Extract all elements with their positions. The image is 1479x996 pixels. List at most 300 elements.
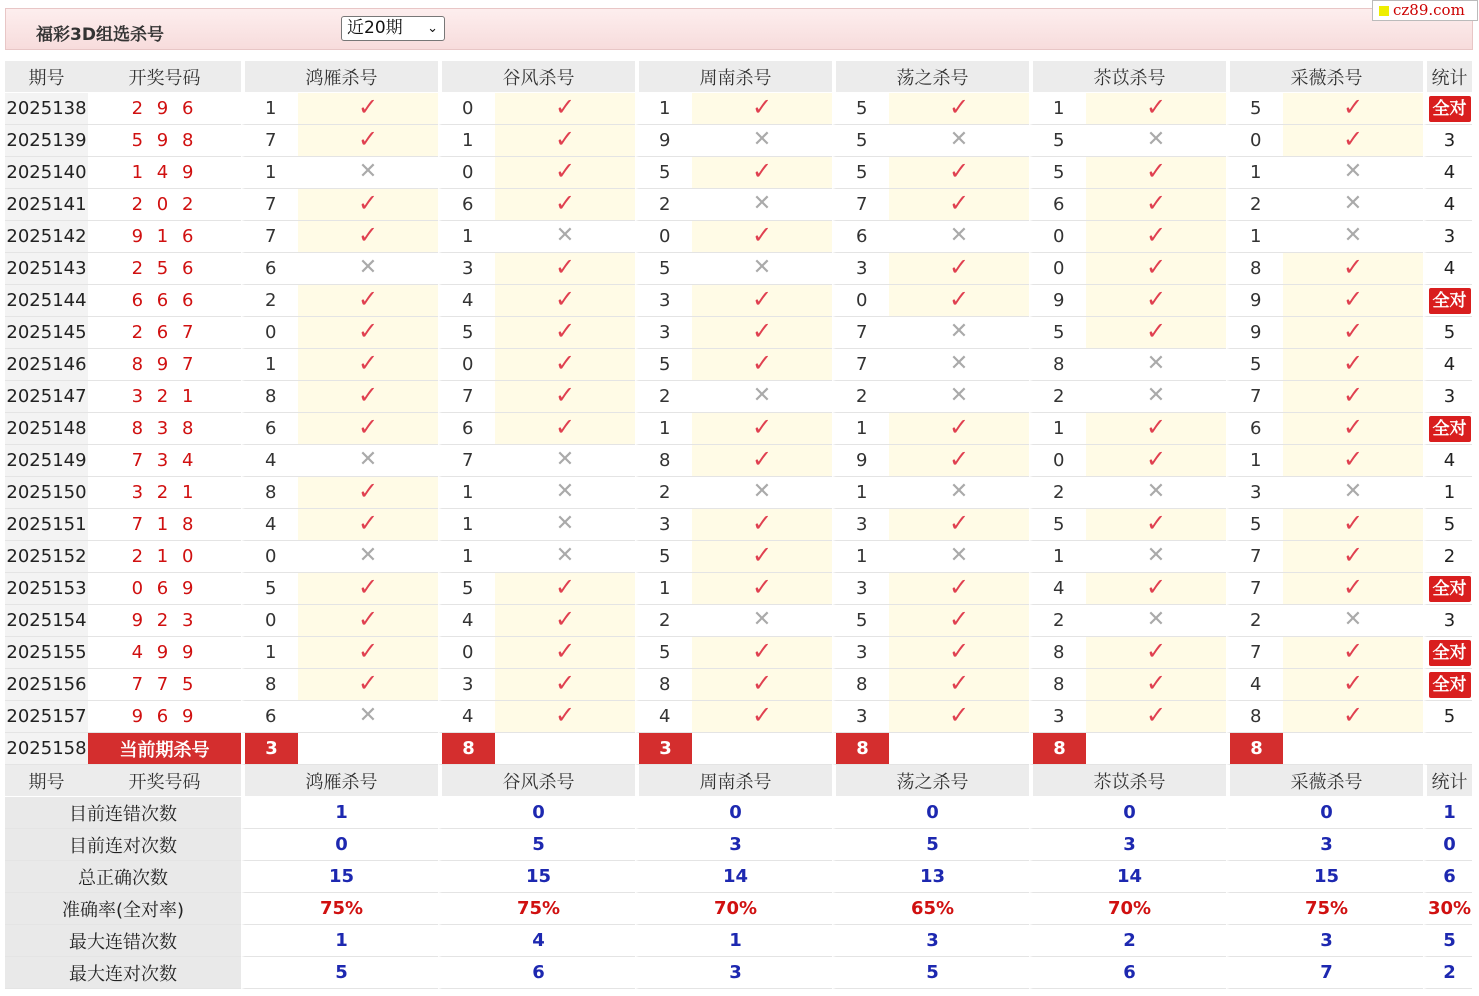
check-icon: ✓ [751,509,773,537]
kill-number-cell: 8 [832,669,889,701]
summary-row [5,861,1472,893]
summary-label: 准确率(全对率) [5,893,241,925]
kill-number-cell: 1 [1029,93,1086,125]
kill-number-cell: 1 [1029,413,1086,445]
kill-number-cell: 3 [635,317,692,349]
draw-row[interactable] [5,253,1472,285]
summary-value: 5 [241,957,438,989]
col-header-expert: 采薇杀号 [1226,765,1423,797]
period-cell: 2025151 [5,509,88,541]
result-cell [692,669,832,701]
check-icon: ✓ [948,445,970,473]
result-cell [1086,605,1226,637]
col-header-expert: 谷风杀号 [438,765,635,797]
summary-value: 3 [1226,925,1423,957]
summary-value: 75% [438,893,635,925]
current-period-row [5,733,1472,765]
winning-number-cell: 4 9 9 [88,637,241,669]
stat-cell: 5 [1423,317,1472,349]
draw-row[interactable] [5,189,1472,221]
cross-icon: ✕ [1343,479,1363,504]
result-cell [495,509,635,541]
result-cell [692,541,832,573]
winning-number-cell: 7 1 8 [88,509,241,541]
result-cell [889,477,1029,509]
current-stat-cell [1423,733,1472,765]
check-icon: ✓ [1342,253,1364,281]
result-cell [298,349,438,381]
winning-number-cell: 1 4 9 [88,157,241,189]
result-cell [1086,317,1226,349]
summary-value: 3 [1226,829,1423,861]
result-cell [692,477,832,509]
kill-number-cell: 5 [1226,509,1283,541]
check-icon: ✓ [1145,189,1167,217]
result-cell [692,285,832,317]
all-correct-badge: 全对 [1429,672,1471,698]
result-cell [1086,221,1226,253]
result-cell [692,381,832,413]
cross-icon: ✕ [949,127,969,152]
cross-icon: ✕ [752,383,772,408]
result-cell [1283,221,1423,253]
check-icon: ✓ [1342,413,1364,441]
kill-number-cell: 0 [1029,221,1086,253]
result-cell [1283,93,1423,125]
table-header-row [5,765,1472,797]
cross-icon: ✕ [555,511,575,536]
result-cell [1283,125,1423,157]
winning-number-cell: 2 0 2 [88,189,241,221]
cross-icon: ✕ [1146,383,1166,408]
summary-label: 最大连对次数 [5,957,241,989]
period-cell: 2025141 [5,189,88,221]
summary-value: 0 [438,797,635,829]
period-range-select[interactable] [341,16,445,41]
summary-value: 5 [832,829,1029,861]
summary-value: 1 [241,925,438,957]
kill-number-cell: 2 [635,381,692,413]
cross-icon: ✕ [358,543,378,568]
cross-icon: ✕ [358,447,378,472]
kill-number-cell: 3 [832,701,889,733]
summary-value: 3 [635,829,832,861]
kill-number-cell: 1 [832,477,889,509]
check-icon: ✓ [948,669,970,697]
col-header-stat: 统计 [1423,765,1472,797]
kill-number-cell: 8 [1029,669,1086,701]
kill-number-cell: 8 [635,669,692,701]
summary-stat: 30% [1423,893,1472,925]
check-icon: ✓ [751,157,773,185]
period-cell: 2025144 [5,285,88,317]
current-empty-cell [298,733,438,765]
period-cell: 2025157 [5,701,88,733]
summary-label: 目前连错次数 [5,797,241,829]
kill-number-cell: 4 [241,445,298,477]
site-logo[interactable] [1372,0,1478,21]
winning-number-cell: 2 6 7 [88,317,241,349]
summary-value: 4 [438,925,635,957]
summary-value: 75% [1226,893,1423,925]
summary-value: 0 [635,797,832,829]
draw-row[interactable] [5,605,1472,637]
cross-icon: ✕ [1343,607,1363,632]
result-cell [1283,349,1423,381]
winning-number-cell: 2 9 6 [88,93,241,125]
kill-number-cell: 6 [438,189,495,221]
check-icon: ✓ [751,445,773,473]
result-cell [495,605,635,637]
kill-number-cell: 1 [635,93,692,125]
draw-row[interactable] [5,285,1472,317]
check-icon: ✓ [1342,637,1364,665]
summary-value: 5 [438,829,635,861]
current-kill-number: 8 [438,733,495,765]
check-icon: ✓ [948,285,970,313]
stat-cell: 3 [1423,221,1472,253]
check-icon: ✓ [1145,509,1167,537]
check-icon: ✓ [948,189,970,217]
summary-label: 最大连错次数 [5,925,241,957]
result-cell [1283,285,1423,317]
result-cell [889,125,1029,157]
kill-number-cell: 3 [832,253,889,285]
kill-number-cell: 2 [1226,189,1283,221]
kill-number-cell: 0 [438,637,495,669]
kill-number-cell: 2 [241,285,298,317]
kill-number-cell: 0 [241,541,298,573]
all-correct-badge: 全对 [1429,416,1471,442]
summary-value: 6 [1029,957,1226,989]
result-cell [692,253,832,285]
result-cell [889,349,1029,381]
draw-row[interactable] [5,509,1472,541]
kill-number-table [5,61,1472,989]
result-cell [1283,669,1423,701]
check-icon: ✓ [948,253,970,281]
check-icon: ✓ [554,349,576,377]
kill-number-cell: 3 [832,509,889,541]
period-cell: 2025155 [5,637,88,669]
summary-value: 0 [241,829,438,861]
check-icon: ✓ [1145,701,1167,729]
result-cell [298,605,438,637]
result-cell [1086,253,1226,285]
kill-number-cell: 2 [1226,605,1283,637]
summary-value: 3 [635,957,832,989]
check-icon: ✓ [948,573,970,601]
draw-row[interactable] [5,701,1472,733]
draw-row[interactable] [5,573,1472,605]
check-icon: ✓ [751,541,773,569]
logo-text: cz89.com [1393,1,1465,19]
kill-number-cell: 1 [438,221,495,253]
summary-value: 5 [832,957,1029,989]
check-icon: ✓ [357,573,379,601]
kill-number-cell: 4 [241,509,298,541]
summary-stat: 5 [1423,925,1472,957]
draw-row[interactable] [5,445,1472,477]
kill-number-cell: 3 [1226,477,1283,509]
stat-cell [1423,93,1472,125]
stat-cell: 4 [1423,349,1472,381]
winning-number-cell: 6 6 6 [88,285,241,317]
summary-value: 70% [635,893,832,925]
draw-row[interactable] [5,317,1472,349]
summary-label: 总正确次数 [5,861,241,893]
kill-number-cell: 4 [1226,669,1283,701]
result-cell [889,605,1029,637]
draw-row[interactable] [5,413,1472,445]
cross-icon: ✕ [949,383,969,408]
kill-number-cell: 3 [832,637,889,669]
result-cell [298,445,438,477]
check-icon: ✓ [1342,509,1364,537]
cross-icon: ✕ [555,447,575,472]
result-cell [692,189,832,221]
draw-row[interactable] [5,349,1472,381]
result-cell [692,701,832,733]
kill-number-cell: 1 [1226,445,1283,477]
result-cell [1283,637,1423,669]
result-cell [889,317,1029,349]
result-cell [495,381,635,413]
check-icon: ✓ [1145,285,1167,313]
draw-row[interactable] [5,541,1472,573]
kill-number-cell: 0 [438,157,495,189]
result-cell [692,509,832,541]
kill-number-cell: 1 [438,125,495,157]
result-cell [692,317,832,349]
cross-icon: ✕ [1146,351,1166,376]
kill-number-cell: 5 [1029,125,1086,157]
kill-number-cell: 6 [241,701,298,733]
stat-cell: 3 [1423,381,1472,413]
current-empty-cell [692,733,832,765]
kill-number-cell: 5 [832,125,889,157]
summary-value: 6 [438,957,635,989]
logo-square-icon [1379,6,1389,16]
stat-cell [1423,573,1472,605]
period-cell: 2025148 [5,413,88,445]
kill-number-cell: 5 [832,93,889,125]
kill-number-cell: 0 [241,605,298,637]
period-cell: 2025138 [5,93,88,125]
col-header-expert: 采薇杀号 [1226,61,1423,93]
kill-number-cell: 0 [1226,125,1283,157]
check-icon: ✓ [554,669,576,697]
check-icon: ✓ [1342,125,1364,153]
check-icon: ✓ [554,285,576,313]
check-icon: ✓ [1342,317,1364,345]
result-cell [298,701,438,733]
cross-icon: ✕ [1343,159,1363,184]
draw-row[interactable] [5,157,1472,189]
result-cell [692,157,832,189]
summary-value: 65% [832,893,1029,925]
check-icon: ✓ [751,349,773,377]
result-cell [1086,541,1226,573]
result-cell [298,509,438,541]
kill-number-cell: 5 [635,541,692,573]
check-icon: ✓ [357,317,379,345]
result-cell [1283,381,1423,413]
result-cell [889,157,1029,189]
check-icon: ✓ [751,221,773,249]
check-icon: ✓ [1145,445,1167,473]
check-icon: ✓ [751,285,773,313]
winning-number-cell: 7 3 4 [88,445,241,477]
kill-number-cell: 0 [1029,253,1086,285]
kill-number-cell: 2 [1029,381,1086,413]
result-cell [1086,669,1226,701]
cross-icon: ✕ [752,607,772,632]
result-cell [1283,253,1423,285]
kill-number-cell: 5 [832,157,889,189]
stat-cell: 3 [1423,125,1472,157]
kill-number-cell: 8 [1226,253,1283,285]
cross-icon: ✕ [358,703,378,728]
stat-cell [1423,637,1472,669]
cross-icon: ✕ [949,479,969,504]
cross-icon: ✕ [949,351,969,376]
kill-number-cell: 8 [635,445,692,477]
kill-number-cell: 7 [241,125,298,157]
kill-number-cell: 1 [832,413,889,445]
draw-row[interactable] [5,221,1472,253]
kill-number-cell: 6 [241,413,298,445]
kill-number-cell: 0 [438,349,495,381]
result-cell [1283,445,1423,477]
kill-number-cell: 1 [241,637,298,669]
draw-row[interactable] [5,125,1472,157]
summary-value: 2 [1029,925,1226,957]
kill-number-cell: 1 [832,541,889,573]
result-cell [1086,477,1226,509]
winning-number-cell: 9 6 9 [88,701,241,733]
current-empty-cell [495,733,635,765]
kill-number-cell: 7 [1226,541,1283,573]
period-cell: 2025143 [5,253,88,285]
check-icon: ✓ [948,413,970,441]
check-icon: ✓ [357,189,379,217]
result-cell [1283,413,1423,445]
summary-value: 14 [1029,861,1226,893]
kill-number-cell: 5 [635,157,692,189]
kill-number-cell: 0 [241,317,298,349]
draw-row[interactable] [5,669,1472,701]
result-cell [692,413,832,445]
page-title: 福彩3D组选杀号 [36,25,164,45]
check-icon: ✓ [751,701,773,729]
kill-number-cell: 7 [438,381,495,413]
kill-number-cell: 3 [1029,701,1086,733]
kill-number-cell: 7 [1226,381,1283,413]
check-icon: ✓ [554,317,576,345]
kill-number-cell: 7 [241,221,298,253]
result-cell [495,701,635,733]
result-cell [1086,413,1226,445]
kill-number-cell: 9 [832,445,889,477]
summary-value: 0 [832,797,1029,829]
check-icon: ✓ [1342,349,1364,377]
result-cell [692,445,832,477]
stat-cell: 4 [1423,189,1472,221]
result-cell [495,221,635,253]
kill-number-cell: 7 [1226,637,1283,669]
result-cell [495,477,635,509]
kill-number-cell: 4 [438,701,495,733]
result-cell [889,189,1029,221]
cross-icon: ✕ [752,127,772,152]
kill-number-cell: 7 [241,189,298,221]
kill-number-cell: 6 [241,253,298,285]
draw-row[interactable] [5,93,1472,125]
page-header [5,8,1473,50]
result-cell [889,413,1029,445]
period-cell: 2025150 [5,477,88,509]
cross-icon: ✕ [555,543,575,568]
check-icon: ✓ [1342,669,1364,697]
kill-number-cell: 0 [1029,445,1086,477]
result-cell [495,669,635,701]
draw-row[interactable] [5,381,1472,413]
col-header-expert: 鸿雁杀号 [241,61,438,93]
stat-cell [1423,285,1472,317]
kill-number-cell: 1 [438,477,495,509]
check-icon: ✓ [1342,701,1364,729]
result-cell [692,125,832,157]
kill-number-cell: 1 [241,349,298,381]
result-cell [889,445,1029,477]
current-period-cell: 2025158 [5,733,88,765]
winning-number-cell: 7 7 5 [88,669,241,701]
result-cell [889,669,1029,701]
winning-number-cell: 9 1 6 [88,221,241,253]
kill-number-cell: 7 [832,349,889,381]
col-header-period: 期号 [5,61,88,93]
draw-row[interactable] [5,477,1472,509]
kill-number-cell: 1 [438,541,495,573]
winning-number-cell: 9 2 3 [88,605,241,637]
kill-number-cell: 8 [1226,701,1283,733]
check-icon: ✓ [948,701,970,729]
col-header-winning: 开奖号码 [88,61,241,93]
check-icon: ✓ [1342,541,1364,569]
check-icon: ✓ [751,413,773,441]
result-cell [298,157,438,189]
draw-row[interactable] [5,637,1472,669]
result-cell [692,93,832,125]
summary-stat: 2 [1423,957,1472,989]
kill-number-cell: 5 [832,605,889,637]
check-icon: ✓ [1145,637,1167,665]
result-cell [298,381,438,413]
kill-number-cell: 8 [1029,349,1086,381]
check-icon: ✓ [1145,317,1167,345]
check-icon: ✓ [1342,573,1364,601]
result-cell [889,701,1029,733]
cross-icon: ✕ [1146,607,1166,632]
result-cell [298,637,438,669]
check-icon: ✓ [1145,573,1167,601]
summary-stat: 0 [1423,829,1472,861]
cross-icon: ✕ [1146,479,1166,504]
summary-value: 0 [1226,797,1423,829]
check-icon: ✓ [751,669,773,697]
stat-cell: 1 [1423,477,1472,509]
